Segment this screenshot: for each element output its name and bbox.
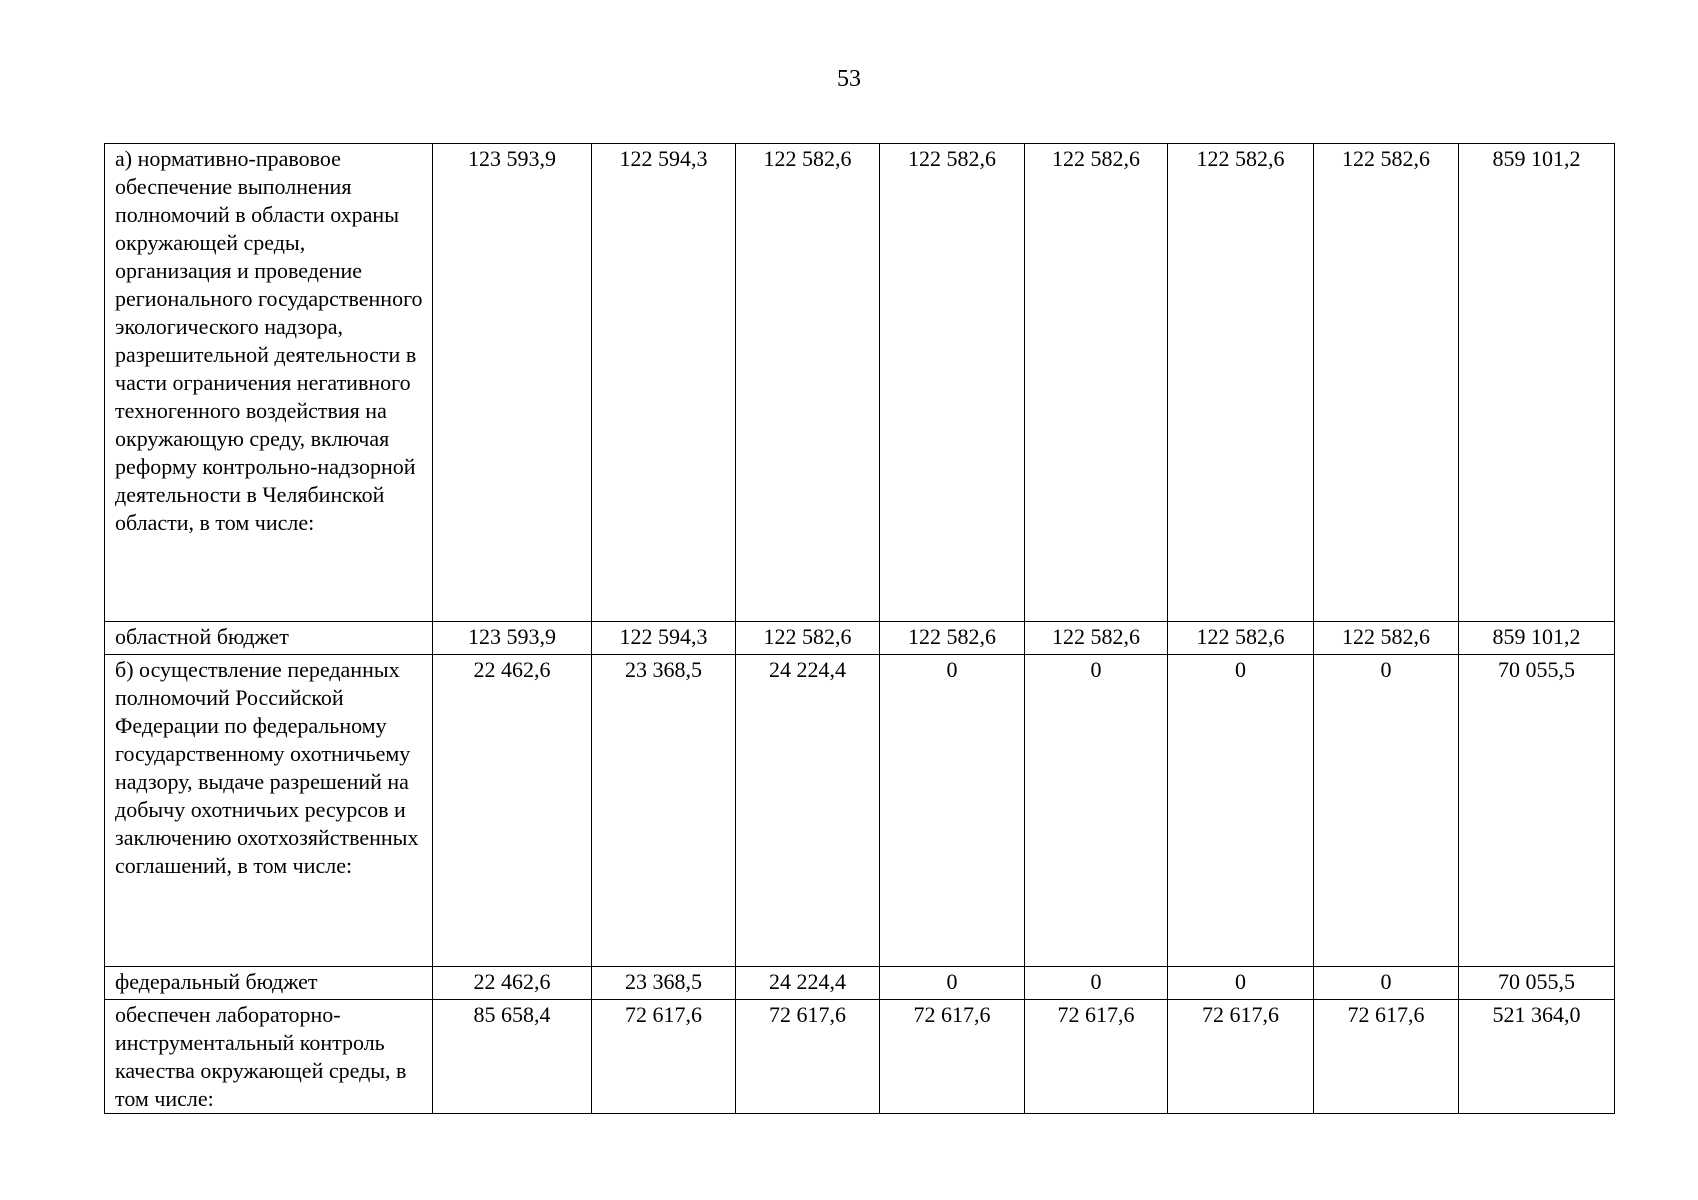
value-cell: 123 593,9	[433, 622, 592, 655]
page-number: 53	[837, 66, 861, 92]
total-cell: 859 101,2	[1459, 144, 1615, 622]
value-cell: 72 617,6	[1314, 1000, 1459, 1114]
value-cell: 122 582,6	[1025, 144, 1168, 622]
value-cell: 122 582,6	[736, 144, 880, 622]
total-cell: 70 055,5	[1459, 967, 1615, 1000]
value-cell: 24 224,4	[736, 655, 880, 967]
value-cell: 0	[880, 655, 1025, 967]
value-cell: 122 594,3	[592, 144, 736, 622]
value-cell: 23 368,5	[592, 967, 736, 1000]
value-cell: 122 582,6	[1168, 622, 1314, 655]
value-cell: 72 617,6	[736, 1000, 880, 1114]
total-cell: 70 055,5	[1459, 655, 1615, 967]
table-row	[105, 1000, 1615, 1114]
value-cell: 122 582,6	[1025, 622, 1168, 655]
row-description: обеспечен лабораторно-инструментальный контроль качества окружающей среды, в том числе:	[105, 1000, 433, 1114]
value-cell: 0	[880, 967, 1025, 1000]
budget-table	[104, 143, 1615, 1114]
table-row	[105, 144, 1615, 622]
value-cell: 24 224,4	[736, 967, 880, 1000]
row-description: а) нормативно-правовое обеспечение выполнения полномочий в области охраны окружающей среды, организация и проведение регионального государственного экологического надзора, разрешительной деятельности в части ограничения негативного техногенного воздействия на окружающую среду, включая реформу контрольно-надзорной деятельности в Челябинской области, в том числе:	[105, 144, 433, 622]
value-cell: 0	[1314, 655, 1459, 967]
table-row	[105, 967, 1615, 1000]
row-description: б) осуществление переданных полномочий Российской Федерации по федеральному государственному охотничьему надзору, выдаче разрешений на добычу охотничьих ресурсов и заключению охотхозяйственных соглашений, в том числе:	[105, 655, 433, 967]
value-cell: 72 617,6	[592, 1000, 736, 1114]
value-cell: 72 617,6	[1168, 1000, 1314, 1114]
value-cell: 0	[1168, 967, 1314, 1000]
value-cell: 122 582,6	[880, 622, 1025, 655]
row-description: федеральный бюджет	[105, 967, 433, 1000]
value-cell: 85 658,4	[433, 1000, 592, 1114]
value-cell: 122 582,6	[1314, 144, 1459, 622]
value-cell: 122 582,6	[880, 144, 1025, 622]
value-cell: 72 617,6	[880, 1000, 1025, 1114]
value-cell: 72 617,6	[1025, 1000, 1168, 1114]
table-row	[105, 622, 1615, 655]
value-cell: 122 594,3	[592, 622, 736, 655]
value-cell: 122 582,6	[1314, 622, 1459, 655]
value-cell: 0	[1168, 655, 1314, 967]
value-cell: 122 582,6	[736, 622, 880, 655]
value-cell: 122 582,6	[1168, 144, 1314, 622]
row-description: областной бюджет	[105, 622, 433, 655]
value-cell: 0	[1025, 967, 1168, 1000]
value-cell: 0	[1025, 655, 1168, 967]
value-cell: 22 462,6	[433, 967, 592, 1000]
value-cell: 123 593,9	[433, 144, 592, 622]
value-cell: 22 462,6	[433, 655, 592, 967]
value-cell: 23 368,5	[592, 655, 736, 967]
table-row	[105, 655, 1615, 967]
value-cell: 0	[1314, 967, 1459, 1000]
total-cell: 521 364,0	[1459, 1000, 1615, 1114]
total-cell: 859 101,2	[1459, 622, 1615, 655]
